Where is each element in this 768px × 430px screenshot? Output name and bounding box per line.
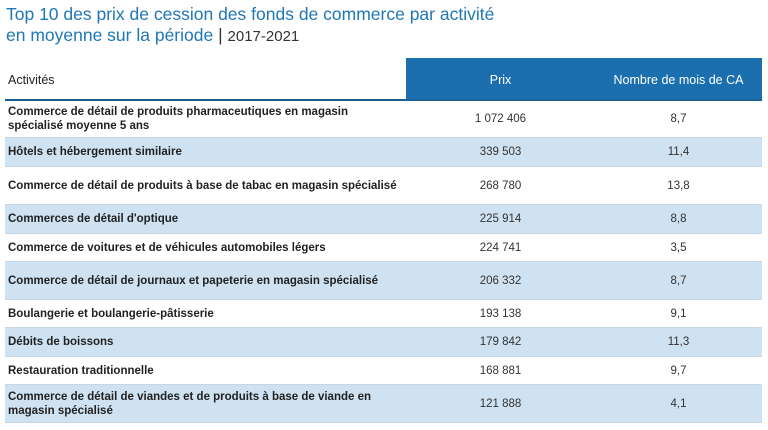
cell-activity: Commerce de détail de produits pharmaceutiques en magasin spécialisé moyenne 5 ans bbox=[8, 106, 348, 132]
cell-price: 268 780 bbox=[479, 179, 522, 192]
cell-price: 339 503 bbox=[479, 146, 522, 158]
table-row bbox=[5, 138, 762, 167]
table-row bbox=[5, 328, 762, 357]
cell-activity: Commerce de détail de journaux et papeterie en magasin spécialisé bbox=[8, 274, 379, 287]
cell-months: 11,3 bbox=[667, 336, 690, 348]
title-period: 2017-2021 bbox=[227, 28, 300, 45]
cell-activity: Commerces de détail d'optique bbox=[8, 213, 179, 225]
cell-months: 8,8 bbox=[670, 213, 687, 225]
cell-price: 224 741 bbox=[479, 241, 522, 254]
cell-activity: Boulangerie et boulangerie-pâtisserie bbox=[8, 307, 214, 320]
table-row bbox=[5, 385, 762, 423]
cell-price: 121 888 bbox=[479, 397, 522, 410]
cell-months: 13,8 bbox=[667, 179, 690, 192]
cell-activity: Hôtels et hébergement similaire bbox=[8, 146, 182, 158]
cell-price: 1 072 406 bbox=[474, 113, 527, 125]
table-row bbox=[5, 234, 762, 262]
table-row bbox=[5, 357, 762, 385]
cell-activity: Commerce de détail de viandes et de produits à base de viande en magasin spécialisé bbox=[8, 390, 372, 417]
cell-price: 168 881 bbox=[479, 364, 522, 377]
cell-months: 9,7 bbox=[670, 364, 687, 377]
title-line-1: Top 10 des prix de cession des fonds de commerce par activité bbox=[6, 4, 495, 24]
cell-price: 225 914 bbox=[479, 213, 522, 225]
cell-months: 3,5 bbox=[670, 241, 687, 254]
table-row bbox=[5, 167, 762, 205]
cell-price: 193 138 bbox=[479, 307, 522, 320]
cell-price: 206 332 bbox=[479, 274, 522, 287]
cell-months: 9,1 bbox=[670, 307, 687, 320]
cell-price: 179 842 bbox=[479, 336, 522, 348]
header-activity: Activités bbox=[8, 73, 55, 87]
cell-activity: Débits de boissons bbox=[8, 336, 114, 348]
header-price: Prix bbox=[489, 73, 512, 87]
cell-months: 8,7 bbox=[670, 274, 687, 287]
title-separator: | bbox=[218, 25, 223, 45]
price-table bbox=[5, 58, 762, 423]
table-row bbox=[5, 101, 762, 138]
table-row bbox=[5, 262, 762, 300]
title-line-2-wrap bbox=[6, 25, 746, 47]
cell-months: 4,1 bbox=[670, 397, 687, 410]
title-line-2: en moyenne sur la période bbox=[6, 25, 214, 45]
cell-activity: Restauration traditionnelle bbox=[8, 364, 154, 377]
cell-months: 11,4 bbox=[667, 146, 690, 158]
cell-months: 8,7 bbox=[670, 113, 687, 125]
cell-activity: Commerce de détail de produits à base de tabac en magasin spécialisé bbox=[8, 179, 397, 192]
table-row bbox=[5, 205, 762, 234]
cell-activity: Commerce de voitures et de véhicules automobiles légers bbox=[8, 241, 326, 254]
table-row bbox=[5, 300, 762, 328]
page-title bbox=[6, 4, 746, 47]
header-months: Nombre de mois de CA bbox=[613, 73, 744, 87]
table-header bbox=[5, 58, 762, 101]
